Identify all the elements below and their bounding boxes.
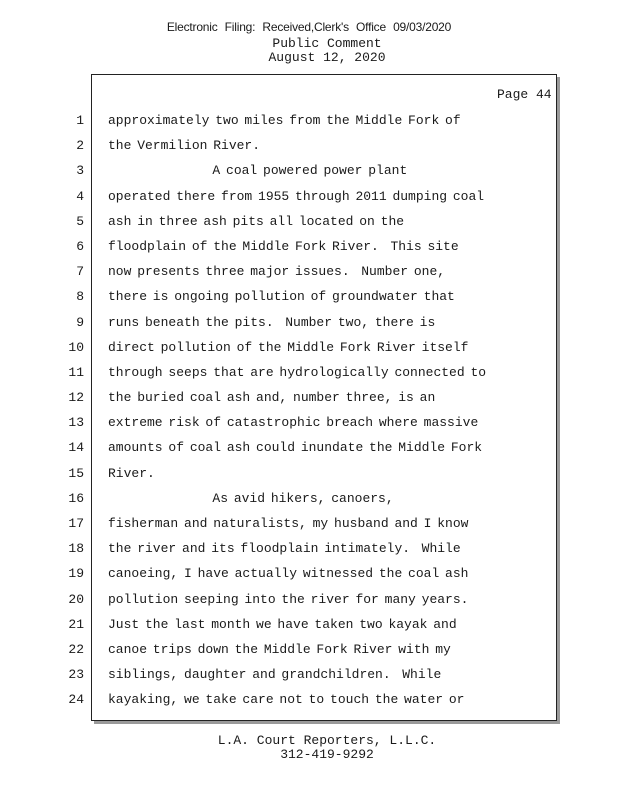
line-number: 8 — [76, 289, 84, 305]
page-number: Page 44 — [497, 87, 552, 102]
transcript-line: runs beneath the pits. Number two, there is — [108, 314, 436, 330]
transcript-body — [108, 108, 538, 713]
transcript-line: kayaking, we take care not to touch the water or — [108, 692, 465, 708]
court-reporter-name: L.A. Court Reporters, L.L.C. — [217, 733, 437, 748]
line-number: 16 — [68, 490, 84, 506]
transcript-line: the buried coal ash and, number three, is an — [108, 390, 436, 406]
line-number: 22 — [68, 641, 84, 657]
line-number: 12 — [68, 390, 84, 406]
transcript-line: the Vermilion River. — [108, 138, 261, 154]
transcript-line: River. — [108, 465, 155, 481]
transcript-line: siblings, daughter and grandchildren. While — [108, 667, 442, 683]
line-number: 11 — [68, 364, 84, 380]
transcript-line: A coal powered power plant — [108, 163, 408, 179]
transcript-line: the river and its floodplain intimately. While — [108, 541, 461, 557]
line-number-column — [62, 108, 84, 713]
line-number: 20 — [68, 591, 84, 607]
transcript-line: operated there from 1955 through 2011 dumping coal — [108, 188, 485, 204]
line-number: 18 — [68, 541, 84, 557]
transcript-line: through seeps that are hydrologically connected to — [108, 364, 487, 380]
transcript-line: fisherman and naturalists, my husband and I know — [108, 516, 469, 531]
transcript-line: canoe trips down the Middle Fork River with my — [108, 641, 451, 657]
line-number: 9 — [76, 314, 84, 330]
line-number: 10 — [68, 339, 84, 355]
line-number: 7 — [76, 264, 84, 280]
transcript-line: canoeing, I have actually witnessed the coal ash — [108, 566, 469, 582]
court-reporter-phone: 312-419-9292 — [280, 747, 374, 762]
line-number: 23 — [68, 667, 84, 683]
line-number: 21 — [68, 616, 84, 632]
line-number: 3 — [76, 163, 84, 179]
document-title: Public Comment — [272, 36, 382, 51]
line-number: 4 — [76, 188, 84, 204]
line-number: 13 — [68, 415, 84, 431]
transcript-line: pollution seeping into the river for many years. — [108, 591, 469, 607]
line-number: 19 — [68, 566, 84, 582]
transcript-line: As avid hikers, canoers, — [108, 490, 394, 506]
transcript-line: ash in three ash pits all located on the — [108, 213, 405, 229]
line-number: 6 — [76, 238, 84, 254]
line-number: 1 — [76, 113, 84, 128]
line-number: 5 — [76, 213, 84, 229]
transcript-line: floodplain of the Middle Fork River. This site — [108, 238, 459, 254]
document-date: August 12, 2020 — [268, 50, 386, 65]
line-number: 17 — [68, 516, 84, 531]
line-number: 24 — [68, 692, 84, 708]
line-number: 15 — [68, 465, 84, 481]
transcript-line: extreme risk of catastrophic breach where massive — [108, 415, 479, 431]
transcript-line: approximately two miles from the Middle Fork of — [108, 113, 461, 128]
line-number: 14 — [68, 440, 84, 456]
transcript-line: amounts of coal ash could inundate the Middle Fork — [108, 440, 483, 456]
filing-stamp: Electronic Filing: Received,Clerk's Office 09/03/2020 — [166, 20, 452, 34]
transcript-line: now presents three major issues. Number one, — [108, 264, 446, 280]
line-number: 2 — [76, 138, 84, 154]
transcript-line: direct pollution of the Middle Fork River itself — [108, 339, 469, 355]
transcript-line: Just the last month we have taken two kayak and — [108, 616, 457, 632]
transcript-line: there is ongoing pollution of groundwater that — [108, 289, 455, 305]
